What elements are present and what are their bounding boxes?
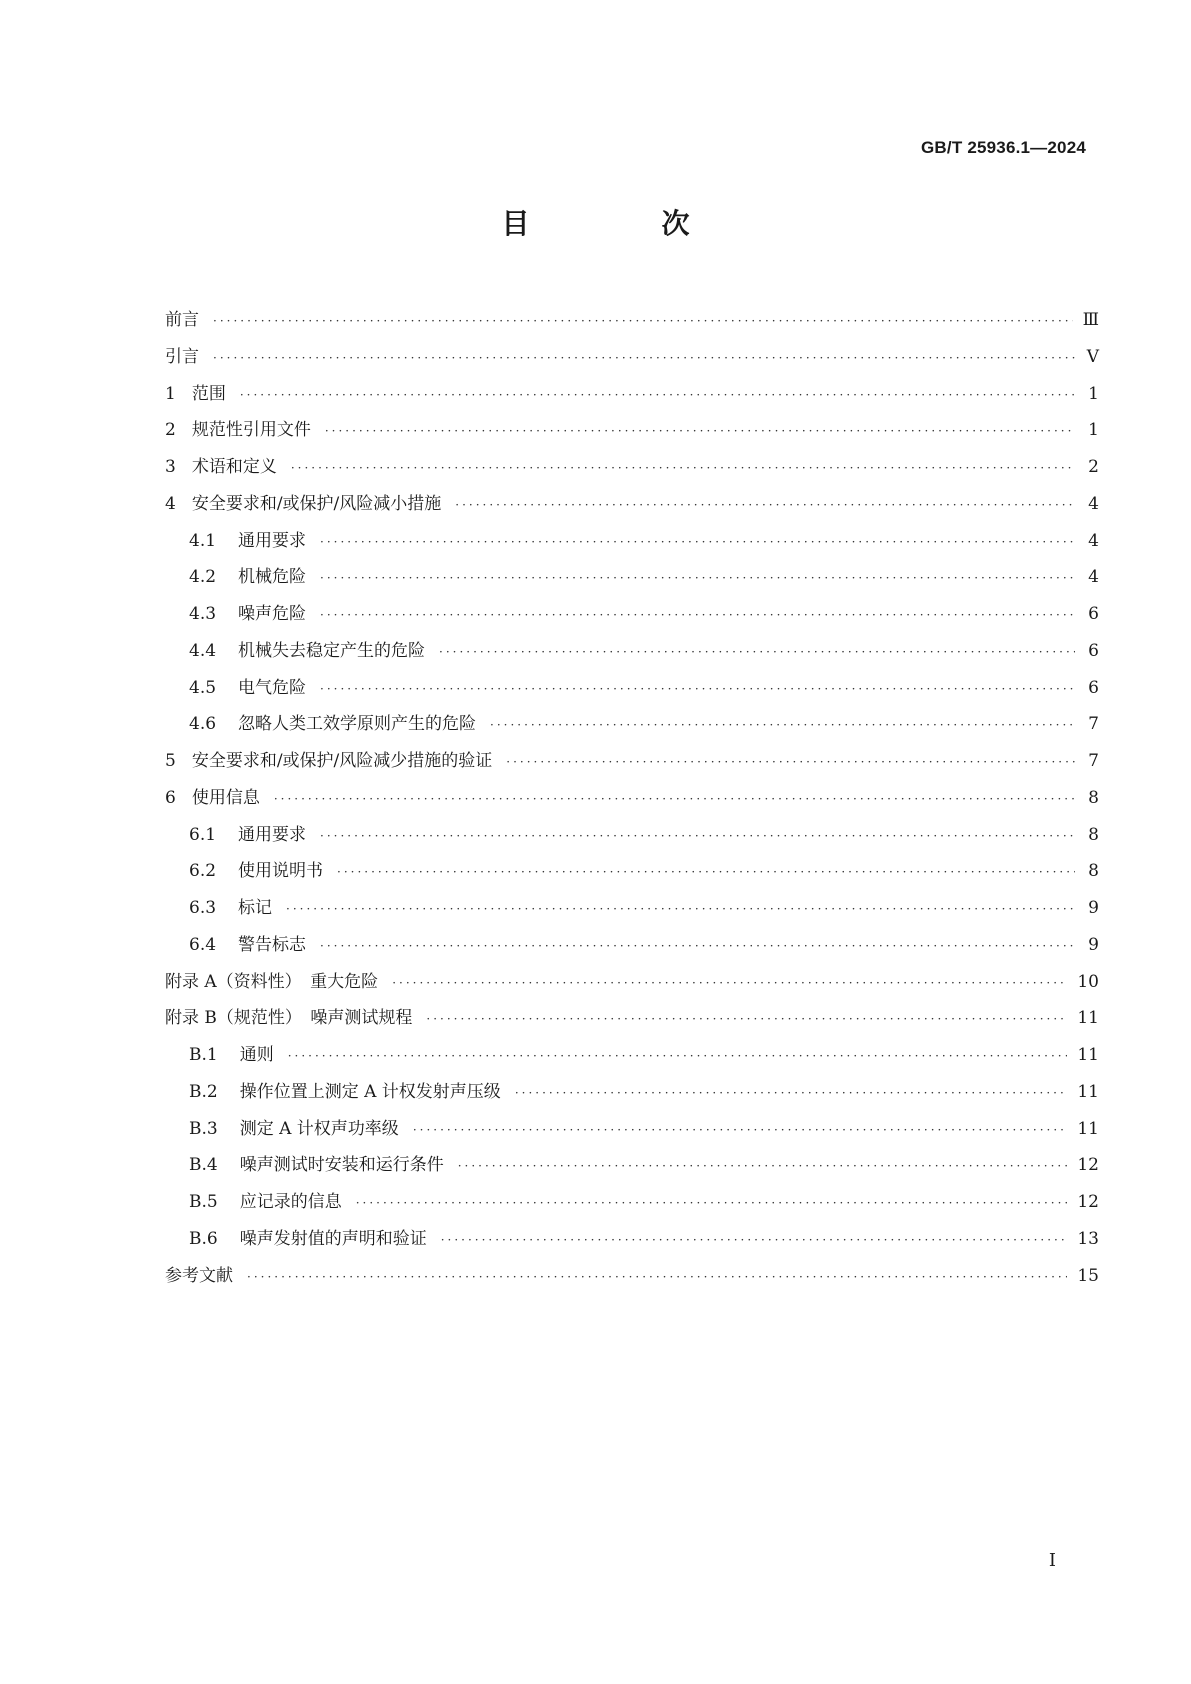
toc-entry-page: 11 xyxy=(1077,1008,1099,1029)
toc-entry[interactable] xyxy=(165,633,1099,670)
toc-entry-label: 操作位置上测定 A 计权发射声压级 xyxy=(239,1081,501,1102)
toc-entry-label: 前言 xyxy=(165,310,199,330)
toc-entry-page: Ⅴ xyxy=(1086,346,1099,367)
toc-entry-page: 12 xyxy=(1077,1192,1099,1212)
toc-entry-label: 规范性引用文件 xyxy=(191,420,311,441)
toc-leader-dots xyxy=(413,1112,1068,1149)
toc-entry-label: 通用要求 xyxy=(238,530,307,551)
toc-entry-label: 警告标志 xyxy=(238,934,307,955)
toc-entry[interactable] xyxy=(165,339,1099,376)
toc-leader-dots xyxy=(247,1259,1067,1296)
toc-entry-page: 2 xyxy=(1088,457,1099,477)
toc-entry-page: 13 xyxy=(1077,1228,1099,1249)
toc-leader-dots xyxy=(240,377,1075,414)
toc-leader-dots xyxy=(426,1001,1067,1038)
toc-entry-page: 11 xyxy=(1077,1045,1099,1065)
toc-entry-number: B.5 xyxy=(189,1192,218,1212)
toc-entry-page: 6 xyxy=(1088,677,1099,698)
toc-leader-dots xyxy=(320,671,1075,708)
toc-entry[interactable] xyxy=(165,780,1099,817)
toc-entry[interactable] xyxy=(165,743,1099,780)
toc-entry[interactable] xyxy=(165,964,1099,1001)
toc-entry-label: 附录 B（规范性） 噪声测试规程 xyxy=(165,1008,413,1029)
toc-entry[interactable] xyxy=(165,412,1099,449)
standard-code: GB/T 25936.1—2024 xyxy=(921,138,1086,157)
toc-entry[interactable] xyxy=(165,523,1099,560)
toc-entry[interactable] xyxy=(165,559,1099,596)
toc-entry-number: 5 xyxy=(165,751,176,771)
toc-entry[interactable] xyxy=(165,670,1099,707)
toc-entry-label: 噪声测试时安装和运行条件 xyxy=(239,1155,444,1176)
toc-leader-dots xyxy=(337,854,1075,891)
toc-entry-page: 9 xyxy=(1088,898,1099,918)
toc-entry[interactable] xyxy=(165,1000,1099,1037)
toc-entry-number: B.1 xyxy=(189,1045,218,1065)
toc-entry-label: 机械失去稳定产生的危险 xyxy=(238,640,426,661)
toc-entry-number: 6.4 xyxy=(189,934,217,955)
toc-entry[interactable] xyxy=(165,486,1099,523)
toc-entry-number: 4.3 xyxy=(189,604,217,624)
toc-leader-dots xyxy=(515,1075,1068,1112)
toc-leader-dots xyxy=(288,1038,1068,1075)
toc-entry-page: Ⅲ xyxy=(1082,310,1099,330)
toc-leader-dots xyxy=(320,818,1075,855)
toc-entry-label: 使用信息 xyxy=(191,787,260,808)
toc-entry-page: 8 xyxy=(1088,787,1099,808)
toc-leader-dots xyxy=(325,413,1075,450)
toc-entry-number: B.3 xyxy=(189,1118,218,1139)
toc-leader-dots xyxy=(439,634,1075,671)
toc-title: 目 次 xyxy=(501,207,742,240)
toc-entry-number: 3 xyxy=(165,457,176,477)
toc-entry-page: 11 xyxy=(1077,1118,1099,1139)
toc-entry-page: 6 xyxy=(1088,604,1099,624)
toc-entry[interactable] xyxy=(165,706,1099,743)
toc-entry-page: 15 xyxy=(1077,1265,1099,1286)
toc-entry-number: 6.3 xyxy=(189,898,217,918)
toc-leader-dots xyxy=(320,524,1075,561)
toc-entry-number: 4.2 xyxy=(189,567,217,588)
toc-leader-dots xyxy=(320,560,1075,597)
toc-entry[interactable] xyxy=(165,890,1099,927)
toc-leader-dots xyxy=(213,340,1075,377)
toc-entry[interactable] xyxy=(165,817,1099,854)
toc-entry[interactable] xyxy=(165,1258,1099,1295)
toc-entry-page: 6 xyxy=(1088,640,1099,661)
toc-leader-dots xyxy=(392,965,1067,1002)
toc-entry-number: 4.5 xyxy=(189,677,217,698)
toc-entry[interactable] xyxy=(165,1037,1099,1074)
toc-entry[interactable] xyxy=(165,853,1099,890)
toc-entry-page: 10 xyxy=(1077,971,1099,992)
toc-entry-number: 1 xyxy=(165,383,176,404)
page-number: Ⅰ xyxy=(1048,1550,1056,1571)
toc-entry-number: 2 xyxy=(165,420,176,441)
toc-entry-label: 附录 A（资料性） 重大危险 xyxy=(165,971,379,992)
toc-entry-page: 9 xyxy=(1088,934,1099,955)
toc-entry-label: 噪声发射值的声明和验证 xyxy=(239,1228,427,1249)
toc-entry[interactable] xyxy=(165,1147,1099,1184)
toc-entry-label: 机械危险 xyxy=(238,567,307,588)
toc-entry-label: 引言 xyxy=(165,346,199,367)
toc-leader-dots xyxy=(356,1185,1068,1222)
toc-leader-dots xyxy=(320,597,1075,634)
toc-leader-dots xyxy=(286,891,1075,928)
toc-entry-page: 12 xyxy=(1077,1155,1099,1176)
toc-entry-page: 8 xyxy=(1088,861,1099,882)
toc-entry-number: 6.1 xyxy=(189,824,217,845)
toc-entry[interactable] xyxy=(165,1184,1099,1221)
toc-entry-label: 测定 A 计权声功率级 xyxy=(239,1118,399,1139)
toc-entry[interactable] xyxy=(165,1074,1099,1111)
toc-entry-page: 7 xyxy=(1088,751,1099,771)
toc-entry-label: 安全要求和/或保护/风险减小措施 xyxy=(191,493,442,514)
toc-leader-dots xyxy=(441,1222,1068,1259)
toc-entry-number: B.4 xyxy=(189,1155,218,1176)
toc-entry-number: 6.2 xyxy=(189,861,217,882)
toc-entry-page: 7 xyxy=(1088,714,1099,735)
toc-entry-number: 4.6 xyxy=(189,714,217,735)
toc-entry-page: 1 xyxy=(1088,420,1099,441)
toc-entry-label: 术语和定义 xyxy=(191,457,277,477)
toc-entry[interactable] xyxy=(165,1111,1099,1148)
toc-entry-label: 参考文献 xyxy=(165,1265,233,1286)
toc-leader-dots xyxy=(455,487,1075,524)
toc-entry-label: 通则 xyxy=(239,1045,274,1065)
toc-leader-dots xyxy=(490,707,1075,744)
toc-entry-number: 4.4 xyxy=(189,640,217,661)
toc-entry-page: 8 xyxy=(1088,824,1099,845)
toc-entry[interactable] xyxy=(165,1221,1099,1258)
toc-entry-label: 应记录的信息 xyxy=(239,1192,342,1212)
toc-entry-label: 安全要求和/或保护/风险减少措施的验证 xyxy=(191,751,493,771)
toc-entry-number: 4 xyxy=(165,493,176,514)
table-of-contents xyxy=(165,302,1099,1294)
toc-entry-number: 4.1 xyxy=(189,530,217,551)
toc-leader-dots xyxy=(506,744,1075,781)
toc-entry[interactable] xyxy=(165,596,1099,633)
toc-entry-label: 通用要求 xyxy=(238,824,307,845)
toc-entry-label: 噪声危险 xyxy=(238,604,307,624)
toc-entry[interactable] xyxy=(165,302,1099,339)
toc-entry[interactable] xyxy=(165,449,1099,486)
toc-entry-number: 6 xyxy=(165,787,176,808)
toc-entry-page: 4 xyxy=(1088,493,1099,514)
toc-entry-page: 4 xyxy=(1088,530,1099,551)
toc-entry-label: 使用说明书 xyxy=(238,861,324,882)
toc-entry-page: 1 xyxy=(1088,383,1099,404)
toc-leader-dots xyxy=(320,928,1075,965)
toc-entry-label: 电气危险 xyxy=(238,677,307,698)
toc-leader-dots xyxy=(213,303,1073,340)
toc-leader-dots xyxy=(274,781,1075,818)
toc-entry-number: B.2 xyxy=(189,1081,218,1102)
toc-leader-dots xyxy=(291,450,1075,487)
toc-entry-page: 4 xyxy=(1088,567,1099,588)
toc-entry-label: 标记 xyxy=(238,898,273,918)
toc-entry-number: B.6 xyxy=(189,1228,218,1249)
toc-leader-dots xyxy=(458,1148,1068,1185)
toc-entry-label: 范围 xyxy=(191,383,226,404)
toc-entry[interactable] xyxy=(165,376,1099,413)
toc-entry-page: 11 xyxy=(1077,1081,1099,1102)
toc-entry[interactable] xyxy=(165,927,1099,964)
toc-entry-label: 忽略人类工效学原则产生的危险 xyxy=(238,714,477,735)
